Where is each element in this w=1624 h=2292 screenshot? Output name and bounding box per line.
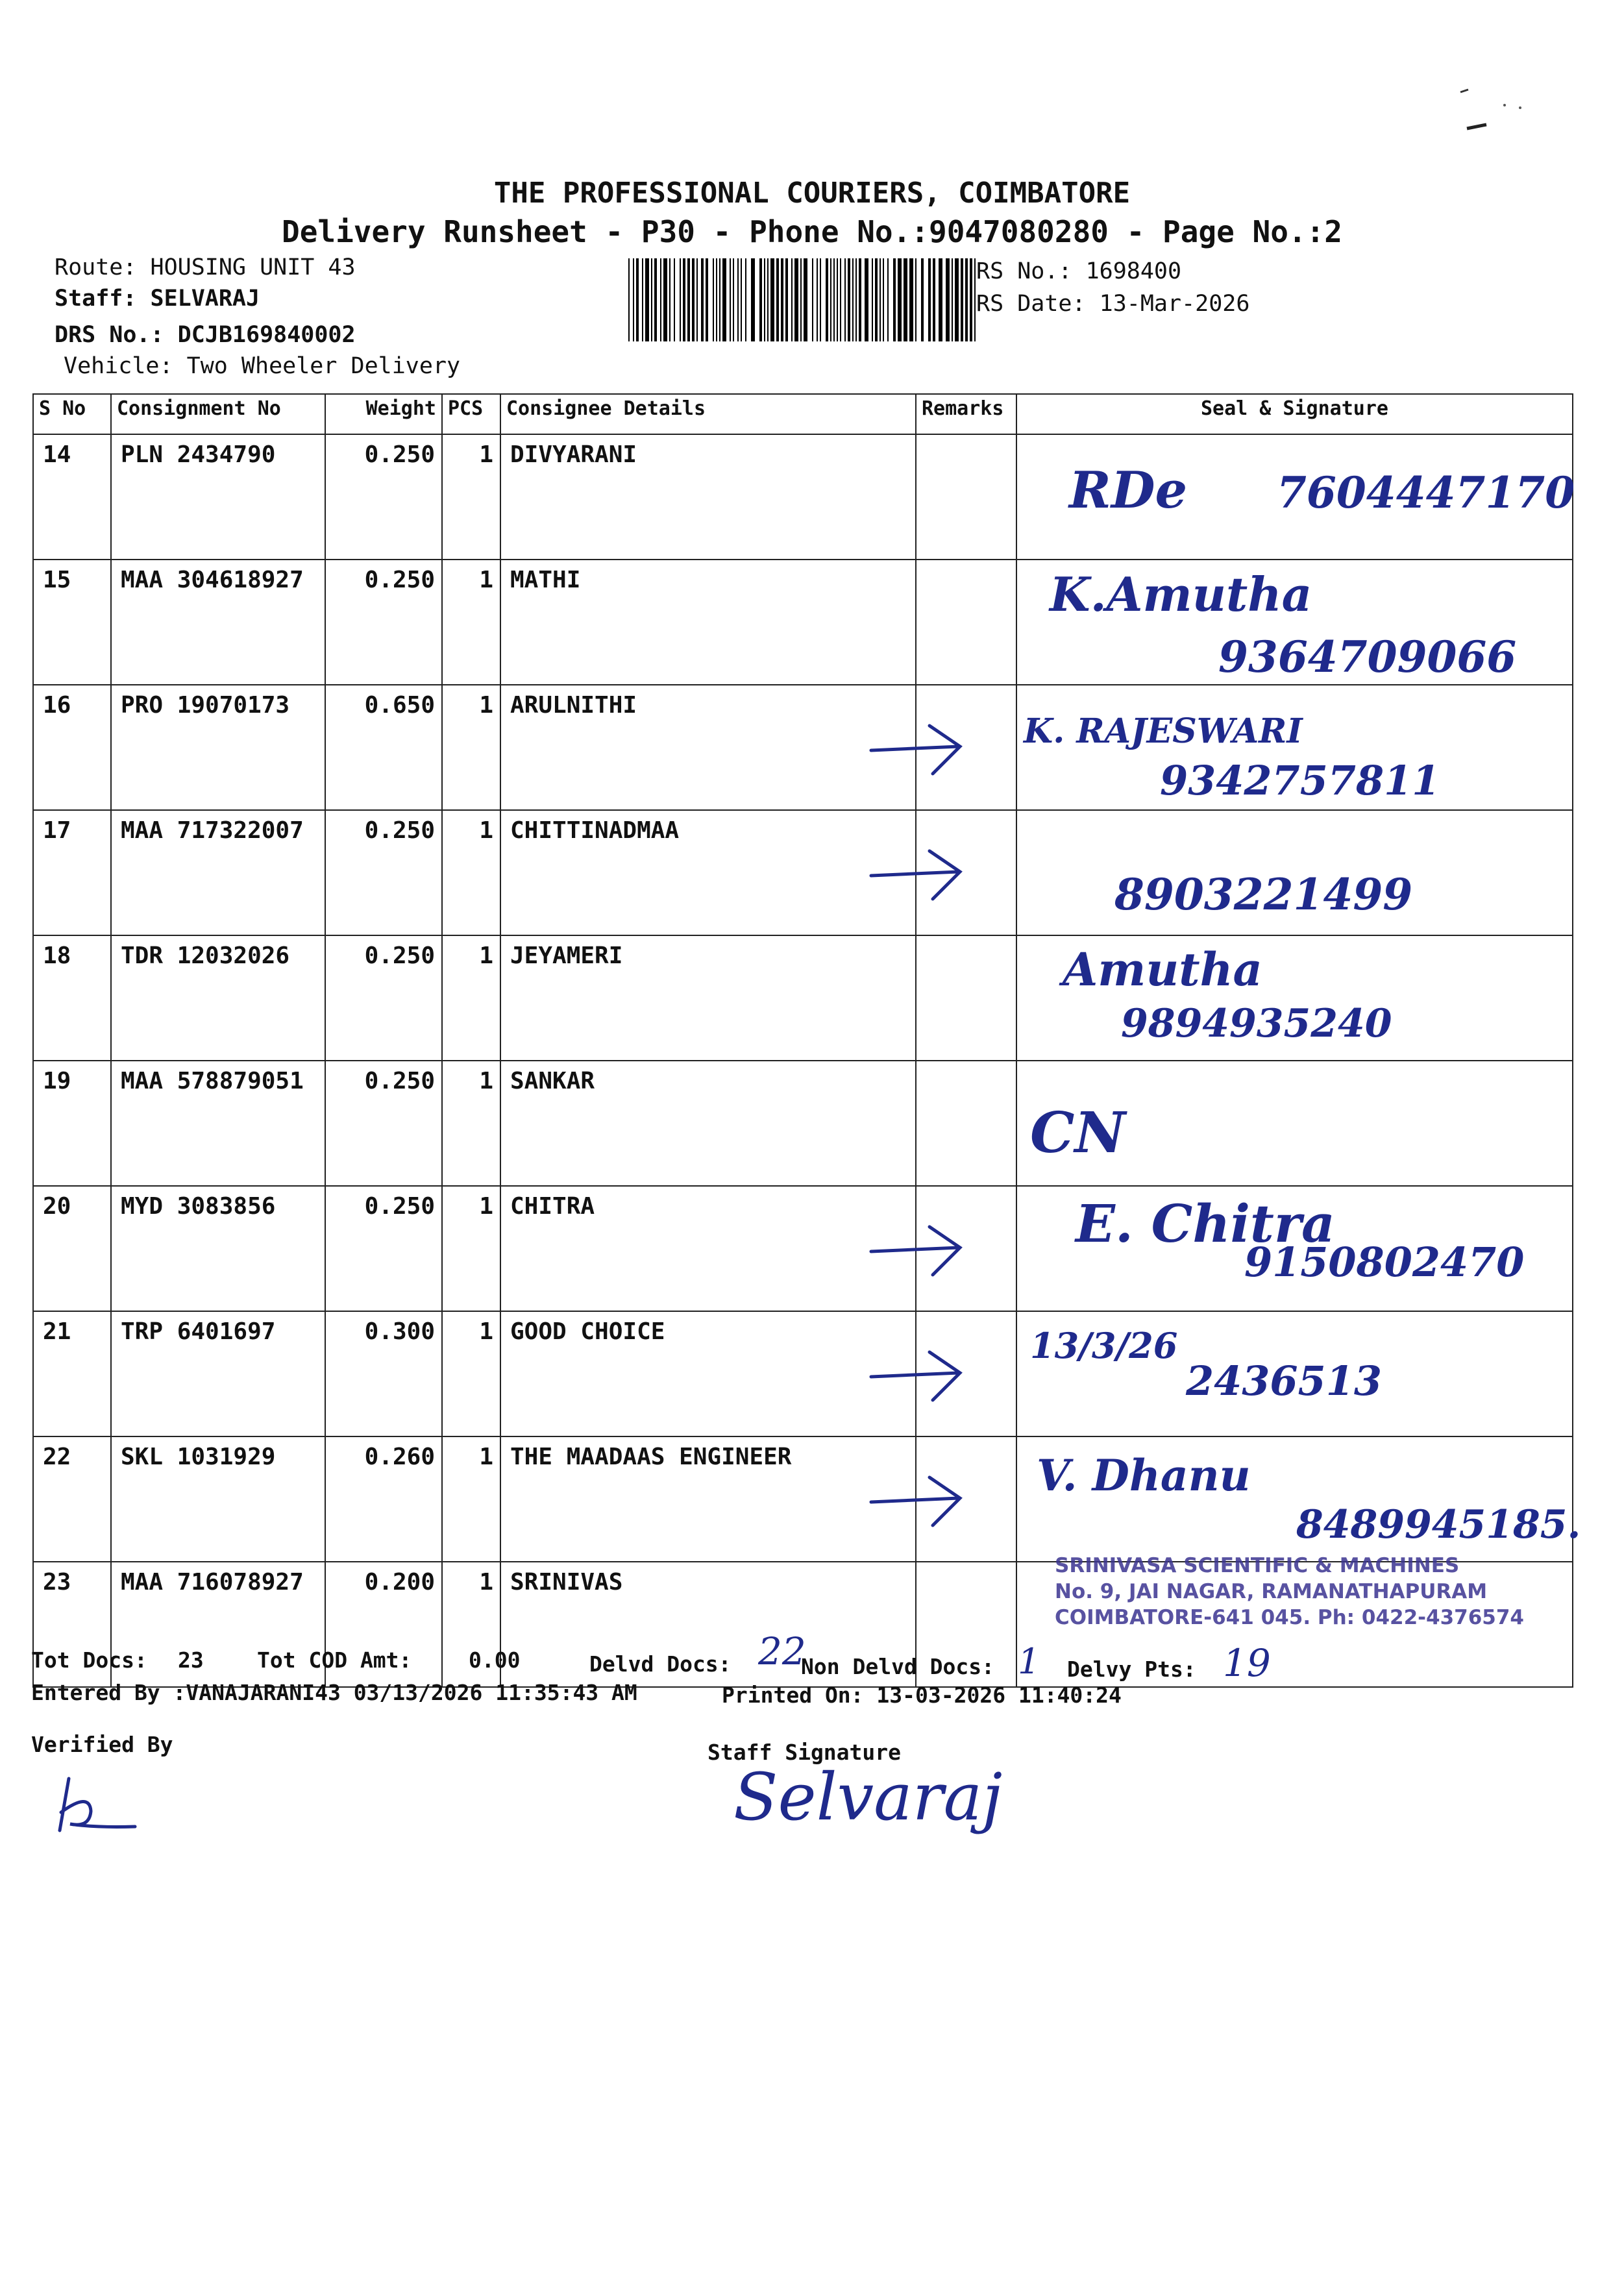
cell-sno: 19 bbox=[33, 1061, 111, 1186]
table-row bbox=[33, 935, 1573, 1061]
table-row bbox=[33, 685, 1573, 810]
cell-pcs: 1 bbox=[442, 1061, 500, 1186]
cell-consignee: CHITRA bbox=[500, 1186, 916, 1311]
cell-consignment: SKL 1031929 bbox=[111, 1436, 325, 1562]
cell-consignee: DIVYARANI bbox=[500, 434, 916, 560]
cell-remarks bbox=[916, 560, 1016, 685]
handwritten-phone: 9364709066 bbox=[1218, 632, 1517, 682]
handwritten-name: K.Amutha bbox=[1050, 567, 1312, 622]
rs-date: RS Date: 13-Mar-2026 bbox=[976, 291, 1250, 317]
handwritten-name: CN bbox=[1030, 1100, 1126, 1166]
cell-seal-signature bbox=[1016, 1061, 1573, 1186]
cell-seal-signature bbox=[1016, 1311, 1573, 1436]
tot-cod-label: Tot COD Amt: bbox=[257, 1647, 412, 1673]
arrow-icon bbox=[868, 718, 965, 776]
col-header-pcs: PCS bbox=[442, 394, 500, 434]
cell-pcs: 1 bbox=[442, 434, 500, 560]
printed-on: Printed On: 13-03-2026 11:40:24 bbox=[722, 1682, 1122, 1708]
stamp-line-3: COIMBATORE-641 045. Ph: 0422-4376574 bbox=[1055, 1606, 1525, 1629]
company-stamp bbox=[1055, 1553, 1524, 1631]
cell-consignment: PLN 2434790 bbox=[111, 434, 325, 560]
stamp-line-1: SRINIVASA SCIENTIFIC & MACHINES bbox=[1055, 1554, 1460, 1577]
cell-remarks bbox=[916, 935, 1016, 1061]
arrow-icon bbox=[868, 1219, 965, 1277]
handwritten-name: 13/3/26 bbox=[1030, 1325, 1178, 1366]
handwritten-phone: 2436513 bbox=[1186, 1357, 1382, 1405]
cell-weight: 0.250 bbox=[325, 560, 442, 685]
cell-consignee: GOOD CHOICE bbox=[500, 1311, 916, 1436]
cell-consignment: MAA 717322007 bbox=[111, 810, 325, 935]
table-row bbox=[33, 1186, 1573, 1311]
cell-weight: 0.250 bbox=[325, 935, 442, 1061]
cell-sno: 23 bbox=[33, 1562, 111, 1687]
cell-consignment: MYD 3083856 bbox=[111, 1186, 325, 1311]
cell-sno: 22 bbox=[33, 1436, 111, 1562]
handwritten-name: Amutha bbox=[1063, 943, 1262, 996]
delvd-docs-value: 22 bbox=[758, 1629, 806, 1673]
col-header-sno: S No bbox=[33, 394, 111, 434]
col-header-signature: Seal & Signature bbox=[1016, 394, 1573, 434]
cell-weight: 0.250 bbox=[325, 1186, 442, 1311]
cell-consignee: MATHI bbox=[500, 560, 916, 685]
cell-pcs: 1 bbox=[442, 1436, 500, 1562]
non-delvd-label: Non Delvd Docs: bbox=[801, 1654, 995, 1679]
cell-consignment: MAA 578879051 bbox=[111, 1061, 325, 1186]
cell-consignment: PRO 19070173 bbox=[111, 685, 325, 810]
cell-seal-signature bbox=[1016, 685, 1573, 810]
cell-sno: 18 bbox=[33, 935, 111, 1061]
col-header-weight: Weight bbox=[325, 394, 442, 434]
rs-number: RS No.: 1698400 bbox=[976, 258, 1182, 284]
arrow-icon bbox=[868, 843, 965, 902]
table-row bbox=[33, 1061, 1573, 1186]
cell-consignment: TRP 6401697 bbox=[111, 1311, 325, 1436]
cell-weight: 0.260 bbox=[325, 1436, 442, 1562]
handwritten-name: V. Dhanu bbox=[1037, 1450, 1251, 1501]
handwritten-phone: 9894935240 bbox=[1121, 1001, 1392, 1046]
cell-consignee: SANKAR bbox=[500, 1061, 916, 1186]
handwritten-name: E. Chitra bbox=[1076, 1193, 1335, 1254]
table-header-row bbox=[33, 394, 1573, 434]
scan-marks bbox=[1441, 78, 1558, 143]
route-label: Route: HOUSING UNIT 43 bbox=[55, 254, 356, 280]
cell-seal-signature bbox=[1016, 810, 1573, 935]
cell-weight: 0.250 bbox=[325, 434, 442, 560]
cell-sno: 15 bbox=[33, 560, 111, 685]
cell-consignee: CHITTINADMAA bbox=[500, 810, 916, 935]
cell-pcs: 1 bbox=[442, 560, 500, 685]
cell-weight: 0.300 bbox=[325, 1311, 442, 1436]
arrow-icon bbox=[868, 1470, 965, 1528]
tot-docs-value: 23 bbox=[178, 1647, 204, 1673]
cell-seal-signature bbox=[1016, 935, 1573, 1061]
cell-weight: 0.250 bbox=[325, 1061, 442, 1186]
arrow-icon bbox=[868, 1344, 965, 1403]
handwritten-phone: 8489945185. bbox=[1296, 1502, 1581, 1547]
runsheet-table bbox=[32, 393, 1581, 1688]
table-row bbox=[33, 1436, 1573, 1562]
verified-signature bbox=[51, 1772, 141, 1843]
company-title: THE PROFESSIONAL COURIERS, COIMBATORE bbox=[493, 177, 1131, 210]
tot-docs-label: Tot Docs: bbox=[31, 1647, 147, 1673]
cell-pcs: 1 bbox=[442, 1186, 500, 1311]
cell-seal-signature bbox=[1016, 1436, 1581, 1562]
table-row bbox=[33, 434, 1573, 560]
cell-remarks bbox=[916, 1061, 1016, 1186]
verified-by-label: Verified By bbox=[31, 1732, 173, 1757]
delvy-pts-value: 19 bbox=[1223, 1641, 1271, 1685]
handwritten-phone: 9342757811 bbox=[1160, 757, 1440, 804]
delvd-docs-label: Delvd Docs: bbox=[589, 1651, 732, 1677]
cell-pcs: 1 bbox=[442, 810, 500, 935]
cell-sno: 17 bbox=[33, 810, 111, 935]
cell-weight: 0.200 bbox=[325, 1562, 442, 1687]
barcode bbox=[628, 258, 979, 341]
stamp-line-2: No. 9, JAI NAGAR, RAMANATHAPURAM bbox=[1055, 1580, 1488, 1603]
cell-sno: 14 bbox=[33, 434, 111, 560]
cell-sno: 16 bbox=[33, 685, 111, 810]
handwritten-phone: 8903221499 bbox=[1114, 869, 1413, 920]
cell-sno: 21 bbox=[33, 1311, 111, 1436]
cell-consignee: ARULNITHI bbox=[500, 685, 916, 810]
staff-label: Staff: SELVARAJ bbox=[55, 286, 260, 312]
cell-consignee: JEYAMERI bbox=[500, 935, 916, 1061]
cell-seal-signature bbox=[1016, 560, 1573, 685]
cell-consignee: THE MAADAAS ENGINEER bbox=[500, 1436, 916, 1562]
delvy-pts-label: Delvy Pts: bbox=[1067, 1657, 1196, 1682]
handwritten-phone: 7604447170 bbox=[1277, 467, 1575, 518]
drs-number: DRS No.: DCJB169840002 bbox=[55, 322, 356, 348]
col-header-consignee: Consignee Details bbox=[500, 394, 916, 434]
vehicle-label: Vehicle: Two Wheeler Delivery bbox=[64, 353, 461, 379]
staff-signature-label: Staff Signature bbox=[707, 1740, 902, 1765]
entered-by: Entered By :VANAJARANI43 03/13/2026 11:35:43 AM bbox=[31, 1680, 637, 1705]
col-header-remarks: Remarks bbox=[916, 394, 1016, 434]
runsheet-subtitle: Delivery Runsheet - P30 - Phone No.:9047080280 - Page No.:2 bbox=[282, 214, 1342, 249]
cell-pcs: 1 bbox=[442, 1562, 500, 1687]
cell-seal-signature bbox=[1016, 434, 1573, 560]
table-row bbox=[33, 810, 1573, 935]
staff-signature: Selvaraj bbox=[733, 1759, 1003, 1835]
tot-cod-value: 0.00 bbox=[469, 1647, 521, 1673]
non-delvd-value: 1 bbox=[1018, 1641, 1040, 1682]
handwritten-name: K. RAJESWARI bbox=[1024, 711, 1303, 751]
cell-pcs: 1 bbox=[442, 685, 500, 810]
cell-sno: 20 bbox=[33, 1186, 111, 1311]
cell-consignee: SRINIVAS bbox=[500, 1562, 916, 1687]
handwritten-phone: 9150802470 bbox=[1244, 1238, 1525, 1286]
handwritten-name: RDe bbox=[1069, 461, 1188, 520]
table-row bbox=[33, 560, 1573, 685]
cell-consignment: MAA 304618927 bbox=[111, 560, 325, 685]
cell-weight: 0.250 bbox=[325, 810, 442, 935]
cell-pcs: 1 bbox=[442, 1311, 500, 1436]
cell-remarks bbox=[916, 434, 1016, 560]
cell-consignment: TDR 12032026 bbox=[111, 935, 325, 1061]
cell-consignment: MAA 716078927 bbox=[111, 1562, 325, 1687]
table-row bbox=[33, 1311, 1573, 1436]
col-header-consignment: Consignment No bbox=[111, 394, 325, 434]
cell-seal-signature bbox=[1016, 1186, 1573, 1311]
cell-weight: 0.650 bbox=[325, 685, 442, 810]
cell-pcs: 1 bbox=[442, 935, 500, 1061]
